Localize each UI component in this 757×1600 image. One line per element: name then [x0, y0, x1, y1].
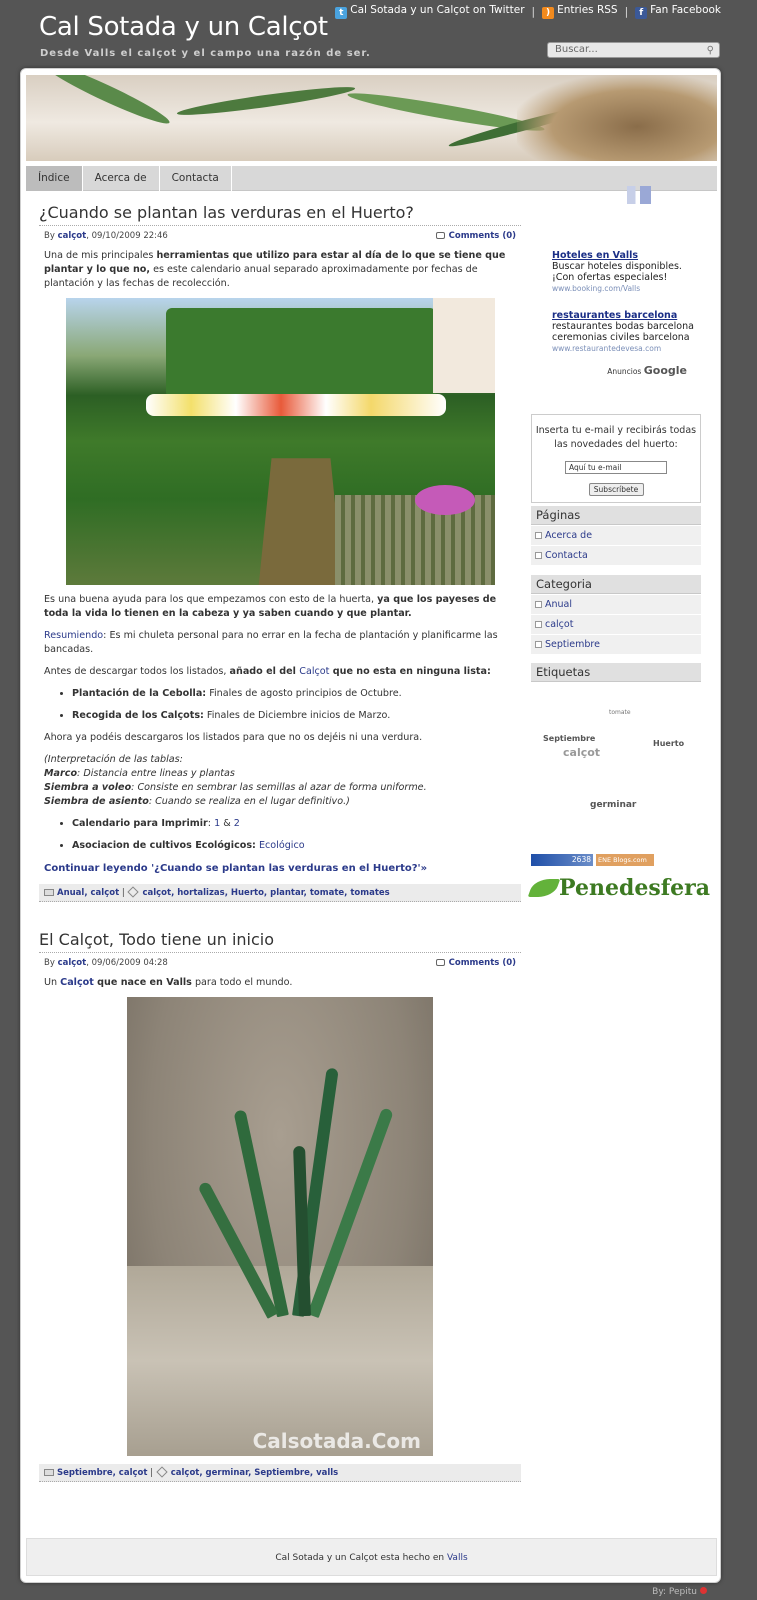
- pages-list: [531, 526, 701, 565]
- newsletter-text: Inserta tu e-mail y recibirás todas las novedades del huerto:: [535, 425, 697, 450]
- site-title[interactable]: Cal Sotada y un Calçot: [39, 12, 328, 42]
- facebook-icon: f: [635, 7, 647, 19]
- ads-widget: [531, 186, 701, 377]
- text: Es una buena ayuda para los que empezamos con esto de la huerta,: [44, 594, 378, 605]
- penedesfera-logo[interactable]: [531, 875, 710, 901]
- by-label: By: [44, 958, 55, 968]
- facebook-link[interactable]: [635, 4, 721, 19]
- tab-acerca-de[interactable]: Acerca de: [83, 166, 160, 191]
- post-footer: [39, 884, 521, 902]
- garden-photo: [66, 298, 495, 585]
- post-author-link[interactable]: calçot: [57, 958, 87, 968]
- paragraph: [44, 249, 516, 291]
- ad-url[interactable]: www.restaurantedevesa.com: [552, 344, 662, 353]
- text: &: [220, 818, 234, 829]
- text: : Cuando se realiza en el lugar definitivo.): [148, 796, 350, 807]
- text: para todo el mundo.: [191, 977, 293, 988]
- text-bold: Calendario para Imprimir: [72, 818, 208, 829]
- ad-text: restaurantes bodas barcelona ceremonias civiles barcelona: [552, 321, 694, 343]
- post-title[interactable]: El Calçot, Todo tiene un inicio: [39, 930, 521, 953]
- text-bold: añado el del: [229, 666, 300, 677]
- text: Una de mis principales: [44, 250, 157, 261]
- ad-item[interactable]: [552, 310, 701, 354]
- badges: [531, 854, 654, 866]
- text-bold: Plantación de la Cebolla:: [72, 688, 207, 699]
- separator: |: [119, 888, 128, 898]
- ad-title[interactable]: restaurantes barcelona: [552, 310, 678, 321]
- separator: |: [624, 5, 629, 18]
- tab-contacta[interactable]: Contacta: [160, 166, 232, 191]
- tag-icon: [156, 1466, 167, 1477]
- facebook-link-label[interactable]: Fan Facebook: [650, 4, 721, 16]
- rss-link-label[interactable]: Entries RSS: [557, 4, 618, 16]
- text-bold: Asociacion de cultivos Ecológicos:: [72, 840, 256, 851]
- post-footer: [39, 1464, 521, 1482]
- tag-links[interactable]: calçot, hortalizas, Huerto, plantar, tomate, tomates: [142, 888, 390, 898]
- comments-label[interactable]: Comments (0): [448, 231, 516, 241]
- folder-icon: [44, 889, 54, 896]
- page-link-contacta[interactable]: Contacta: [531, 546, 701, 565]
- tag-link[interactable]: Huerto: [653, 739, 685, 748]
- bird-icon: [528, 879, 561, 897]
- image-watermark: Calsotada.Com: [252, 1429, 421, 1453]
- ad-item[interactable]: [552, 250, 701, 294]
- comment-icon: [436, 232, 445, 239]
- pages-widget: [531, 506, 701, 565]
- post-meta: [39, 958, 521, 968]
- rss-link[interactable]: [542, 4, 618, 19]
- list: [72, 817, 516, 853]
- list-item: [72, 817, 516, 831]
- sprout-photo: [127, 997, 433, 1456]
- twitter-link-label[interactable]: Cal Sotada y un Calçot on Twitter: [350, 4, 525, 16]
- comments-link[interactable]: [436, 958, 516, 968]
- credits-label: By: Pepitu: [652, 1587, 697, 1597]
- credits[interactable]: [652, 1587, 707, 1597]
- post-body: [39, 976, 521, 1456]
- by-label: By: [44, 231, 55, 241]
- category-link-septiembre[interactable]: Septiembre: [531, 635, 701, 654]
- subscribe-button[interactable]: Subscríbete: [589, 483, 644, 496]
- comments-label[interactable]: Comments (0): [448, 958, 516, 968]
- tag-links[interactable]: calçot, germinar, Septiembre, valls: [170, 1468, 339, 1478]
- search-placeholder: Buscar...: [555, 44, 598, 55]
- main-container: [20, 68, 721, 1583]
- ads-by-label: Anuncios: [607, 367, 642, 376]
- read-more-link[interactable]: Continuar leyendo '¿Cuando se plantan las verduras en el Huerto?'»: [44, 863, 428, 874]
- text-bold: herramientas que utilizo para estar al día de lo que se tiene que plantar y lo que no,: [44, 250, 506, 275]
- category-links[interactable]: Septiembre, calçot: [57, 1468, 148, 1478]
- text-bold: Marco: [44, 768, 78, 779]
- text-bold: que no esta en ninguna lista:: [329, 666, 491, 677]
- twitter-icon: t: [335, 7, 347, 19]
- categories-widget: [531, 575, 701, 654]
- resumiendo-link[interactable]: Resumiendo: [44, 630, 104, 641]
- text: Un: [44, 977, 61, 988]
- paragraph: [44, 629, 516, 657]
- calendar-link-1[interactable]: 1: [214, 818, 221, 829]
- post-body: [39, 249, 521, 876]
- post: [39, 203, 521, 902]
- tag-link[interactable]: germinar: [590, 800, 637, 810]
- list-item: [72, 709, 516, 723]
- paragraph: [44, 665, 516, 679]
- text: Finales de agosto principios de Octubre.: [206, 688, 402, 699]
- tag-link[interactable]: Septiembre: [543, 734, 596, 743]
- post-date: , 09/06/2009 04:28: [86, 958, 168, 968]
- text: :: [207, 818, 215, 829]
- list-item: [72, 687, 516, 701]
- list-item: [72, 839, 516, 853]
- paragraph: Ahora ya podéis descargaros los listados para que no os dejéis ni una verdura.: [44, 732, 423, 743]
- site-footer: [26, 1538, 717, 1576]
- tags-widget: [531, 663, 701, 832]
- text: : Es mi chuleta personal para no errar en la fecha de plantación y planificarme las bancadas.: [44, 630, 498, 655]
- interpretation-block: [44, 753, 516, 809]
- email-field[interactable]: Aquí tu e-mail: [565, 461, 667, 474]
- text-bold: Siembra de asiento: [44, 796, 149, 807]
- post-date: , 09/10/2009 22:46: [86, 231, 168, 241]
- page-link-acerca-de[interactable]: Acerca de: [531, 526, 701, 545]
- category-link-calcot[interactable]: calçot: [531, 615, 701, 634]
- post-author-link[interactable]: calçot: [57, 231, 87, 241]
- site-tagline: Desde Valls el calçot y el campo una razón de ser.: [40, 48, 371, 59]
- separator: |: [531, 5, 536, 18]
- footer-text: Cal Sotada y un Calçot esta hecho en: [275, 1553, 447, 1563]
- search-icon[interactable]: ⚲: [706, 45, 714, 56]
- google-logo: Google: [643, 364, 687, 377]
- comment-icon: [436, 959, 445, 966]
- tag-link[interactable]: calçot: [563, 746, 601, 759]
- list: [72, 687, 516, 723]
- ladybug-icon: [700, 1587, 707, 1594]
- search-input[interactable]: [547, 42, 720, 58]
- visit-counter[interactable]: 2638: [531, 854, 593, 866]
- newsletter-widget: [531, 414, 701, 503]
- text-bold: Recogida de los Calçots:: [72, 710, 204, 721]
- post-title[interactable]: ¿Cuando se plantan las verduras en el Huerto?: [39, 203, 521, 226]
- post-meta: [39, 231, 521, 241]
- penedesfera-label: Penedesfera: [559, 875, 711, 901]
- text-bold: ya que los payeses de toda la vida lo tienen en la cabeza y ya saben cuando y que plantar.: [44, 594, 497, 619]
- footer-valls-link[interactable]: Valls: [446, 1553, 468, 1563]
- widget-title: Categoria: [531, 575, 701, 594]
- header-banner-image: [26, 75, 717, 161]
- category-links[interactable]: Anual, calçot: [57, 888, 120, 898]
- separator: |: [147, 1468, 156, 1478]
- text: Antes de descargar todos los listados,: [44, 666, 230, 677]
- text: : Consiste en sembrar las semillas al azar de forma uniforme.: [131, 782, 427, 793]
- text-bold: que nace en Valls: [93, 977, 192, 988]
- tag-cloud: [531, 682, 701, 832]
- comments-link[interactable]: [436, 231, 516, 241]
- folder-icon: [44, 1469, 54, 1476]
- categories-list: [531, 595, 701, 654]
- widget-title: Etiquetas: [531, 663, 701, 682]
- ad-title[interactable]: Hoteles en Valls: [552, 250, 639, 261]
- text: Finales de Diciembre inicios de Marzo.: [203, 710, 391, 721]
- category-link-anual[interactable]: Anual: [531, 595, 701, 614]
- ad-url[interactable]: www.booking.com/Valls: [552, 284, 641, 293]
- calendar-link-2[interactable]: 2: [233, 818, 240, 829]
- text-bold: Siembra a voleo: [44, 782, 132, 793]
- twitter-link[interactable]: [335, 4, 524, 19]
- ad-text: Buscar hoteles disponibles. ¡Con ofertas especiales!: [552, 261, 682, 283]
- rss-icon: ): [542, 7, 554, 19]
- tag-link[interactable]: tomate: [609, 709, 631, 716]
- text: (Interpretación de las tablas:: [44, 754, 183, 765]
- top-links: [335, 4, 721, 19]
- widget-title: Páginas: [531, 506, 701, 525]
- text: : Distancia entre lineas y plantas: [77, 768, 235, 779]
- tag-icon: [128, 886, 139, 897]
- calcot-link[interactable]: Calçot: [60, 977, 94, 988]
- post: [39, 930, 521, 1482]
- blogs-badge[interactable]: ENE Blogs.com: [596, 854, 654, 866]
- paragraph: [44, 593, 516, 621]
- ad-logo: [627, 186, 651, 204]
- text: es este calendario anual separado aproximadamente por fechas de plantación y las fechas de recolección.: [44, 264, 478, 289]
- paragraph: [44, 976, 516, 990]
- calcot-link[interactable]: Calçot: [299, 666, 330, 677]
- ads-by-google[interactable]: [531, 364, 687, 377]
- tab-indice[interactable]: Índice: [26, 166, 83, 191]
- ecologico-link[interactable]: Ecológico: [255, 840, 305, 851]
